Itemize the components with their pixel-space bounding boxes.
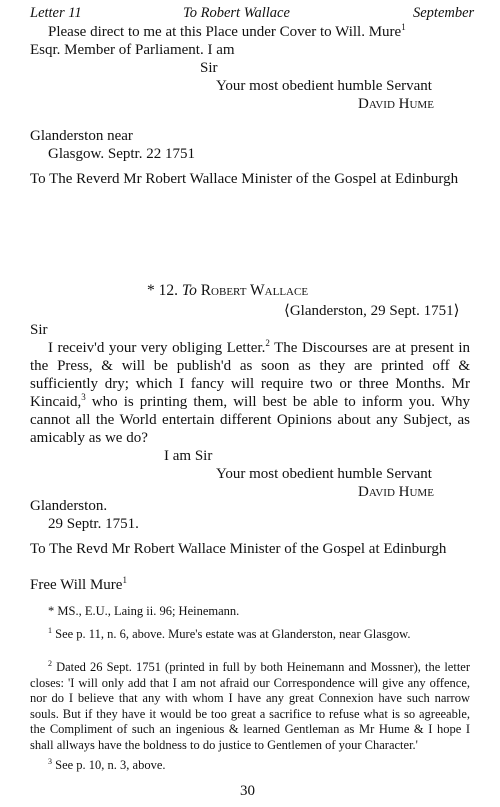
letter11-line2: Esqr. Member of Parliament. I am bbox=[30, 42, 235, 58]
letter12-i-am: I am Sir bbox=[164, 448, 213, 464]
letter11-salutation: Sir bbox=[200, 60, 218, 76]
header-correspondent: To Robert Wallace bbox=[183, 5, 290, 21]
letter11-line1: Please direct to me at this Place under Cover to Will. Mure$^1$ bbox=[48, 22, 406, 40]
footnote-1: $^1$ See p. 11, n. 6, above. Mure's estate was at Glanderston, near Glasgow. bbox=[48, 626, 411, 641]
footnote-3: $^3$ See p. 10, n. 3, above. bbox=[48, 757, 166, 772]
letter11-signature: David Hume bbox=[358, 96, 434, 112]
letter11-address: To The Reverd Mr Robert Wallace Minister of the Gospel at Edinburgh bbox=[30, 171, 459, 187]
letter12-signature: David Hume bbox=[358, 484, 434, 500]
footnote-source: * MS., E.U., Laing ii. 96; Heinemann. bbox=[48, 604, 240, 618]
letter12-place: Glanderston. bbox=[30, 498, 108, 514]
letter11-place: Glanderston near bbox=[30, 128, 133, 144]
letter12-address: To The Revd Mr Robert Wallace Minister of the Gospel at Edinburgh bbox=[30, 541, 447, 557]
letter12-closing: Your most obedient humble Servant bbox=[216, 466, 432, 482]
footnote-ref: 1 bbox=[401, 22, 406, 32]
letter12-place-date: ⟨Glanderston, 29 Sept. 1751⟩ bbox=[284, 303, 460, 319]
letter12-body: I receiv'd your very obliging Letter.$^2$ The Discourses are at present in the Press, & will be publish'd as soon as they are printed off & sufficiently dry; which I fancy will require two or three Months. Mr Kincaid,$^3$ who is printing them, will best be able to inform you. Why cannot all the World entertain different Opinions about any Subject, as amicably as we do? bbox=[30, 338, 470, 446]
footnote-ref: 1 bbox=[122, 575, 127, 585]
letter12-salutation: Sir bbox=[30, 322, 48, 338]
footnote-ref: 3 bbox=[81, 392, 86, 402]
header-letter-number: Letter 11 bbox=[30, 5, 82, 21]
footnote-ref: 2 bbox=[265, 338, 270, 348]
page-number: 30 bbox=[240, 783, 255, 799]
letter12-frank: Free Will Mure$^1$ bbox=[30, 575, 127, 593]
letter11-closing: Your most obedient humble Servant bbox=[216, 78, 432, 94]
letter12-date: 29 Septr. 1751. bbox=[48, 516, 139, 532]
footnote-2: $^2$ Dated 26 Sept. 1751 (printed in full by both Heinemann and Mossner), the letter closes: 'I will only add that I am not afraid our Correspondence will give any offence, nor do I believe that any with whom I have any great Connexion have such narrow souls. But if they have it would be too great a sacrifice to refuse what is so agreeable, the Compliment of such an ingenious & learned Gentleman as Mr Hume & I hope I shall allways have the boldness to do justice to Gentlemen of your Character.' bbox=[30, 659, 471, 752]
letter11-date: Glasgow. Septr. 22 1751 bbox=[48, 146, 195, 162]
letter12-heading: * 12. To Robert Wallace bbox=[147, 282, 309, 299]
header-month: September bbox=[413, 5, 475, 21]
